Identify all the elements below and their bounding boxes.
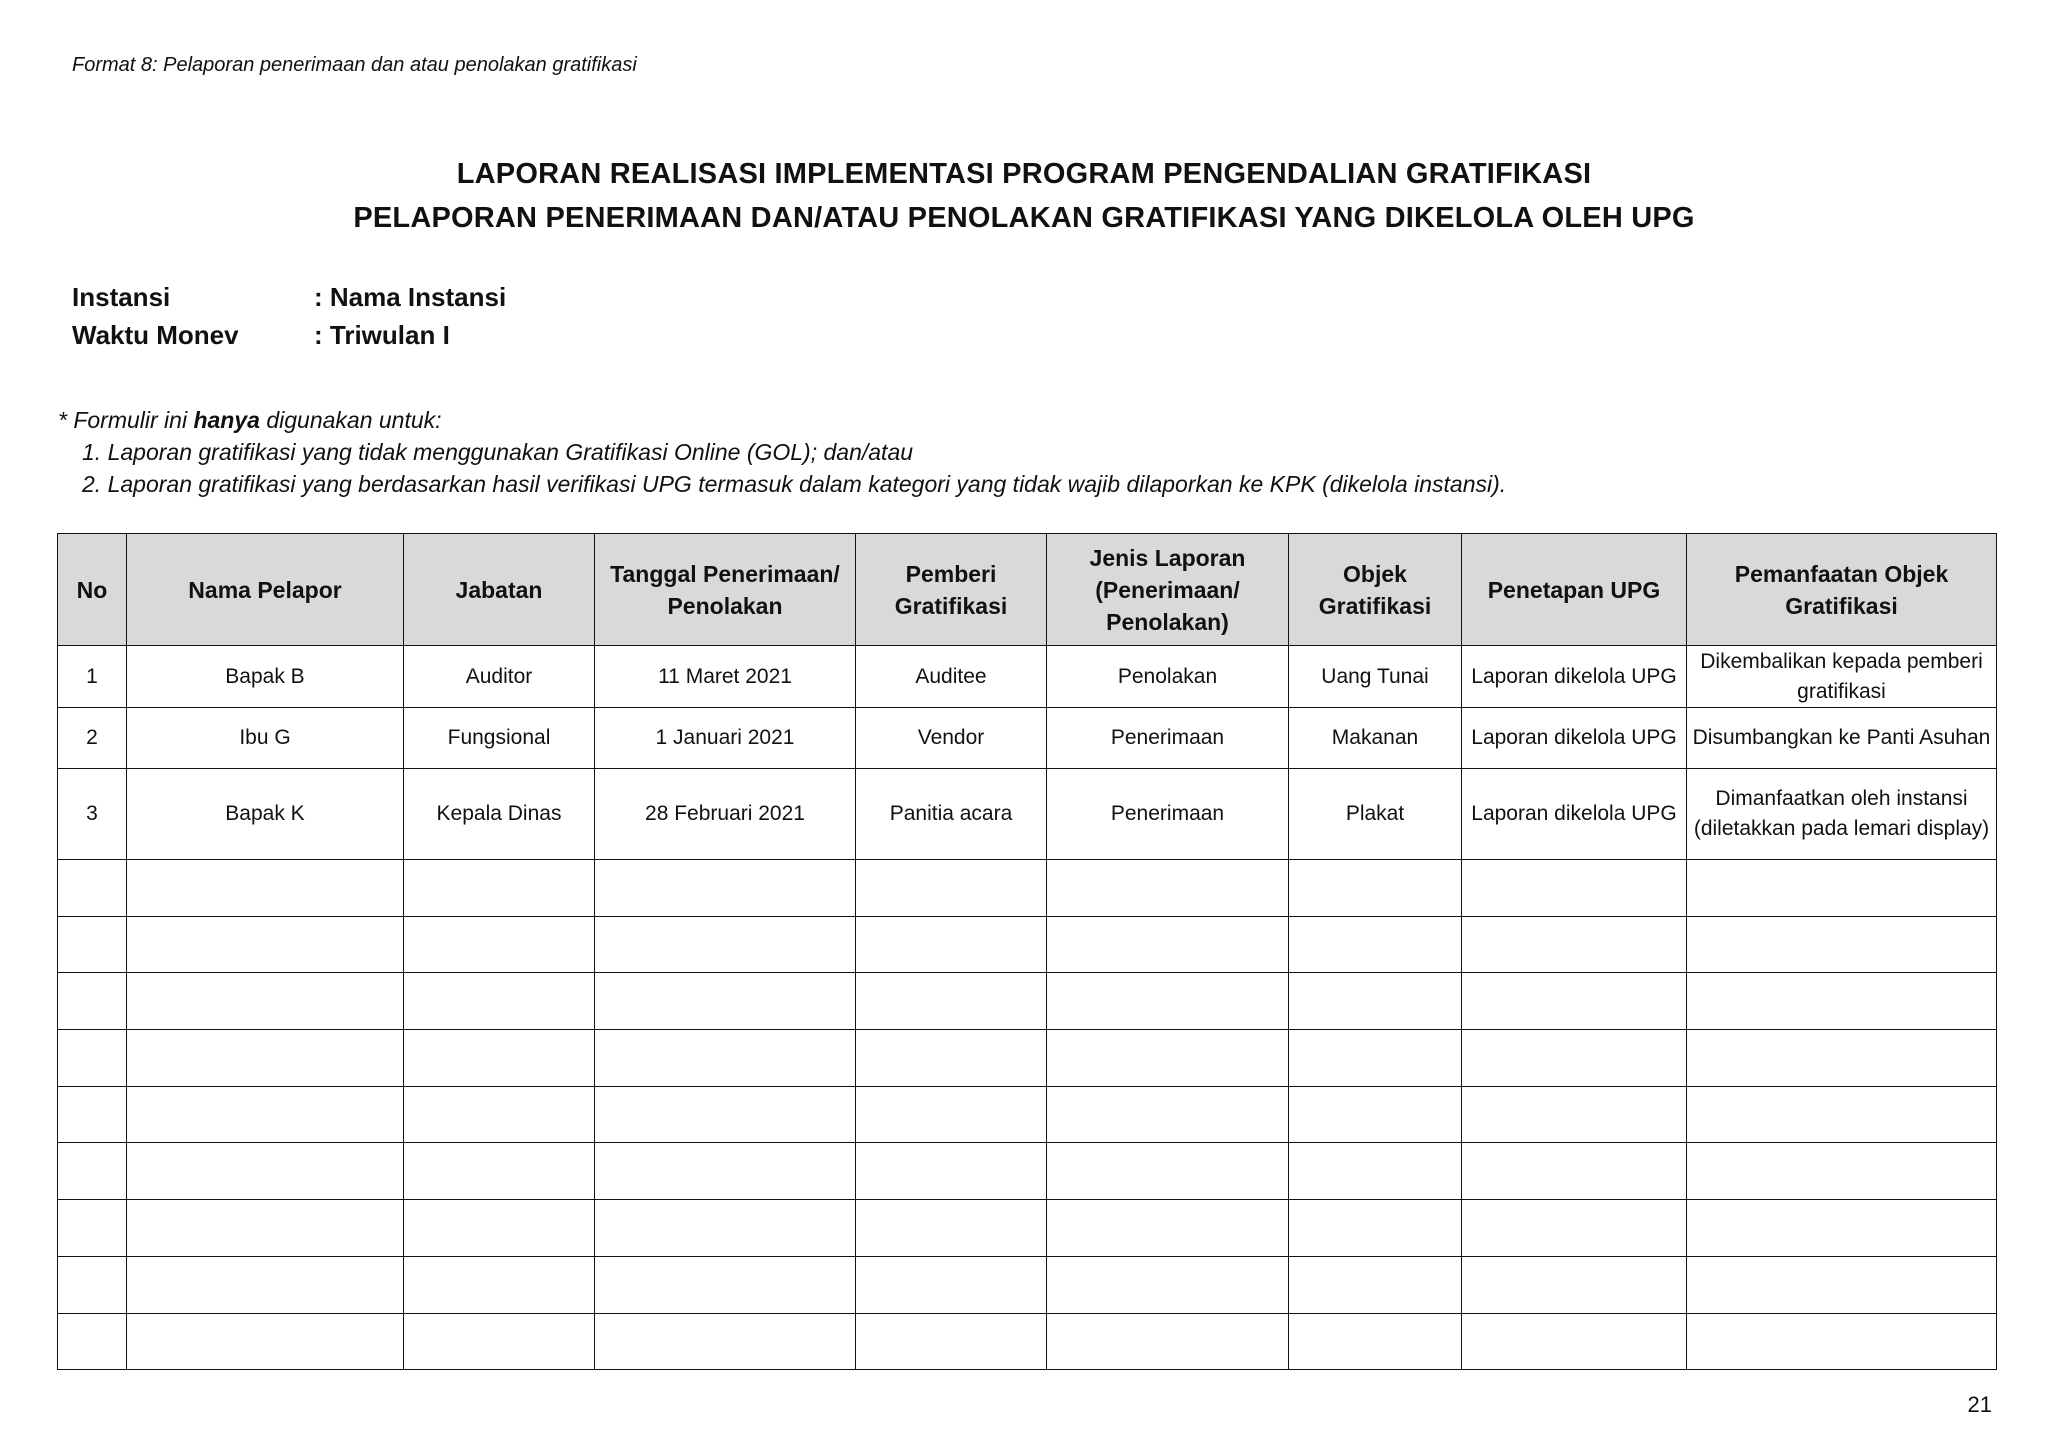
empty-cell xyxy=(595,860,856,917)
empty-cell xyxy=(856,1030,1047,1087)
empty-table-row xyxy=(58,1256,1997,1313)
empty-cell xyxy=(856,1313,1047,1370)
empty-cell xyxy=(595,916,856,973)
empty-cell xyxy=(58,860,127,917)
empty-cell xyxy=(595,1143,856,1200)
empty-cell xyxy=(1289,1313,1462,1370)
empty-cell xyxy=(1687,1030,1997,1087)
empty-cell xyxy=(856,1086,1047,1143)
empty-cell xyxy=(1289,916,1462,973)
empty-cell xyxy=(404,916,595,973)
header-nama-pelapor: Nama Pelapor xyxy=(127,534,404,646)
cell-tanggal: 28 Februari 2021 xyxy=(595,769,856,860)
report-meta xyxy=(72,278,506,354)
empty-cell xyxy=(856,860,1047,917)
empty-cell xyxy=(856,916,1047,973)
empty-cell xyxy=(1047,1313,1289,1370)
empty-cell xyxy=(1687,1086,1997,1143)
empty-cell xyxy=(1047,1143,1289,1200)
empty-cell xyxy=(1047,1086,1289,1143)
empty-cell xyxy=(127,1200,404,1257)
empty-cell xyxy=(1462,973,1687,1030)
empty-cell xyxy=(595,973,856,1030)
cell-jenis: Penerimaan xyxy=(1047,708,1289,769)
empty-table-row xyxy=(58,916,1997,973)
instansi-label: Instansi xyxy=(72,282,171,312)
empty-cell xyxy=(1289,1143,1462,1200)
cell-objek: Plakat xyxy=(1289,769,1462,860)
empty-cell xyxy=(595,1086,856,1143)
empty-cell xyxy=(58,1200,127,1257)
cell-no: 2 xyxy=(58,708,127,769)
cell-tanggal: 11 Maret 2021 xyxy=(595,646,856,708)
cell-pemanfaatan: Dikembalikan kepada pemberi gratifikasi xyxy=(1687,646,1997,708)
empty-cell xyxy=(1289,1030,1462,1087)
header-penetapan: Penetapan UPG xyxy=(1462,534,1687,646)
empty-table-row xyxy=(58,1086,1997,1143)
note-item-1: 1. Laporan gratifikasi yang tidak menggunakan Gratifikasi Online (GOL); dan/atau xyxy=(82,439,914,465)
cell-pemanfaatan: Disumbangkan ke Panti Asuhan xyxy=(1687,708,1997,769)
cell-nama: Ibu G xyxy=(127,708,404,769)
empty-cell xyxy=(1047,916,1289,973)
header-objek: Objek Gratifikasi xyxy=(1289,534,1462,646)
cell-penetapan: Laporan dikelola UPG xyxy=(1462,769,1687,860)
empty-cell xyxy=(404,860,595,917)
empty-cell xyxy=(127,973,404,1030)
empty-cell xyxy=(1047,973,1289,1030)
report-title xyxy=(0,152,2048,240)
waktu-label: Waktu Monev xyxy=(72,320,239,350)
empty-cell xyxy=(404,1256,595,1313)
cell-pemberi: Auditee xyxy=(856,646,1047,708)
empty-cell xyxy=(1462,1256,1687,1313)
empty-table-row xyxy=(58,1143,1997,1200)
title-line-1: LAPORAN REALISASI IMPLEMENTASI PROGRAM PENGENDALIAN GRATIFIKASI xyxy=(456,158,1592,190)
empty-cell xyxy=(856,1256,1047,1313)
cell-pemanfaatan: Dimanfaatkan oleh instansi (diletakkan pada lemari display) xyxy=(1687,769,1997,860)
cell-penetapan: Laporan dikelola UPG xyxy=(1462,708,1687,769)
notes-intro-suffix: digunakan untuk: xyxy=(259,407,442,433)
empty-cell xyxy=(1289,973,1462,1030)
waktu-value: : Triwulan I xyxy=(314,320,450,350)
header-jabatan: Jabatan xyxy=(404,534,595,646)
gratification-report-table xyxy=(57,533,1997,1370)
empty-table-row xyxy=(58,1200,1997,1257)
empty-cell xyxy=(127,1313,404,1370)
empty-cell xyxy=(1462,916,1687,973)
empty-rows xyxy=(58,860,1997,1370)
empty-cell xyxy=(404,1086,595,1143)
empty-cell xyxy=(595,1256,856,1313)
empty-cell xyxy=(58,1086,127,1143)
empty-cell xyxy=(1289,1256,1462,1313)
usage-notes xyxy=(58,404,1506,500)
empty-cell xyxy=(856,1200,1047,1257)
empty-cell xyxy=(1289,1200,1462,1257)
empty-cell xyxy=(404,1200,595,1257)
meta-waktu xyxy=(72,316,506,354)
cell-nama: Bapak K xyxy=(127,769,404,860)
empty-cell xyxy=(404,1030,595,1087)
empty-table-row xyxy=(58,860,1997,917)
empty-cell xyxy=(127,860,404,917)
cell-penetapan: Laporan dikelola UPG xyxy=(1462,646,1687,708)
notes-intro xyxy=(58,404,1506,436)
table-header-row xyxy=(58,534,1997,646)
cell-jabatan: Auditor xyxy=(404,646,595,708)
empty-cell xyxy=(58,1313,127,1370)
empty-cell xyxy=(856,1143,1047,1200)
empty-cell xyxy=(595,1313,856,1370)
empty-cell xyxy=(1687,1143,1997,1200)
empty-cell xyxy=(58,1256,127,1313)
empty-cell xyxy=(127,1143,404,1200)
table-row xyxy=(58,708,1997,769)
notes-intro-emphasis: hanya xyxy=(193,407,260,433)
empty-cell xyxy=(1687,860,1997,917)
header-jenis-laporan: Jenis Laporan (Penerimaan/ Penolakan) xyxy=(1047,534,1289,646)
header-pemanfaatan: Pemanfaatan Objek Gratifikasi xyxy=(1687,534,1997,646)
note-item-2: 2. Laporan gratifikasi yang berdasarkan hasil verifikasi UPG termasuk dalam kategori yang tidak wajib dilaporkan ke KPK (dikelola instansi). xyxy=(82,471,1507,497)
cell-no: 1 xyxy=(58,646,127,708)
cell-pemberi: Panitia acara xyxy=(856,769,1047,860)
empty-cell xyxy=(856,973,1047,1030)
empty-cell xyxy=(1289,1086,1462,1143)
empty-cell xyxy=(1462,1086,1687,1143)
empty-cell xyxy=(1047,1256,1289,1313)
empty-cell xyxy=(595,1200,856,1257)
empty-cell xyxy=(127,916,404,973)
cell-jenis: Penolakan xyxy=(1047,646,1289,708)
empty-cell xyxy=(1047,860,1289,917)
meta-instansi xyxy=(72,278,506,316)
header-pemberi: Pemberi Gratifikasi xyxy=(856,534,1047,646)
empty-table-row xyxy=(58,1030,1997,1087)
empty-cell xyxy=(595,1030,856,1087)
empty-cell xyxy=(404,1313,595,1370)
table-row xyxy=(58,646,1997,708)
empty-cell xyxy=(1462,1143,1687,1200)
empty-cell xyxy=(1687,973,1997,1030)
notes-intro-prefix: * Formulir ini xyxy=(58,407,194,433)
empty-cell xyxy=(1047,1200,1289,1257)
cell-pemberi: Vendor xyxy=(856,708,1047,769)
empty-cell xyxy=(1687,1256,1997,1313)
empty-cell xyxy=(1687,916,1997,973)
format-label: Format 8: Pelaporan penerimaan dan atau penolakan gratifikasi xyxy=(72,54,637,76)
empty-cell xyxy=(58,1143,127,1200)
empty-cell xyxy=(1462,1313,1687,1370)
empty-cell xyxy=(127,1086,404,1143)
empty-cell xyxy=(1462,1030,1687,1087)
empty-cell xyxy=(404,1143,595,1200)
cell-jabatan: Kepala Dinas xyxy=(404,769,595,860)
empty-cell xyxy=(127,1030,404,1087)
empty-cell xyxy=(1462,860,1687,917)
header-no: No xyxy=(58,534,127,646)
empty-cell xyxy=(1687,1313,1997,1370)
page-number: 21 xyxy=(1967,1392,1992,1417)
empty-cell xyxy=(1047,1030,1289,1087)
cell-jabatan: Fungsional xyxy=(404,708,595,769)
empty-cell xyxy=(1462,1200,1687,1257)
empty-cell xyxy=(1687,1200,1997,1257)
empty-table-row xyxy=(58,973,1997,1030)
empty-cell xyxy=(404,973,595,1030)
header-tanggal: Tanggal Penerimaan/ Penolakan xyxy=(595,534,856,646)
table-row xyxy=(58,769,1997,860)
empty-table-row xyxy=(58,1313,1997,1370)
empty-cell xyxy=(58,916,127,973)
empty-cell xyxy=(1289,860,1462,917)
cell-objek: Uang Tunai xyxy=(1289,646,1462,708)
cell-jenis: Penerimaan xyxy=(1047,769,1289,860)
cell-nama: Bapak B xyxy=(127,646,404,708)
cell-no: 3 xyxy=(58,769,127,860)
instansi-value: : Nama Instansi xyxy=(314,282,507,312)
cell-tanggal: 1 Januari 2021 xyxy=(595,708,856,769)
title-line-2: PELAPORAN PENERIMAAN DAN/ATAU PENOLAKAN GRATIFIKASI YANG DIKELOLA OLEH UPG xyxy=(353,202,1695,234)
cell-objek: Makanan xyxy=(1289,708,1462,769)
empty-cell xyxy=(58,973,127,1030)
empty-cell xyxy=(58,1030,127,1087)
empty-cell xyxy=(127,1256,404,1313)
